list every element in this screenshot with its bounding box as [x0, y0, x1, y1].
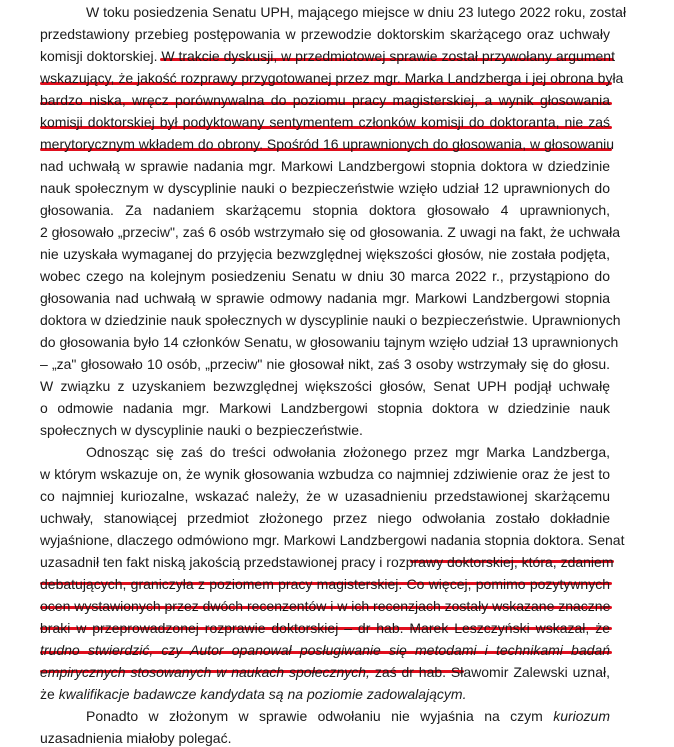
text-line	[40, 245, 610, 263]
body-text: wskazujący, że jakość rozprawy przygotowanej przez mgr. Marka Landzberga i jej obrona była	[40, 70, 624, 86]
body-text: do głosowania było 14 członków Senatu, w głosowaniu tajnym wzięło udział 13 uprawnionych	[40, 334, 619, 350]
body-text: uzasadnienia miałoby polegać.	[40, 730, 232, 746]
text-line	[86, 707, 610, 725]
body-text: uzasadnił ten fakt niską jakością przedstawionej pracy i rozprawy doktorskiej, która, zdaniem	[40, 554, 614, 570]
italic-quote-text: empirycznych stosowanych w naukach społecznych,	[40, 664, 370, 680]
text-line	[40, 641, 610, 659]
text-line	[40, 47, 615, 65]
text-line	[40, 113, 610, 131]
italic-quote-text: trudno stwierdzić, czy Autor opanował posługiwanie się metodami i technikami badań	[40, 642, 610, 658]
body-text: nie uzyskała wymaganej do przyjęcia bezwzględnej większości głosów, nie została podjęta,	[40, 246, 610, 262]
body-text: zaś dr hab. Sławomir Zalewski uznał,	[369, 664, 611, 680]
body-text: nad uchwałą w sprawie nadania mgr. Markowi Landzbergowi stopnia doktora w dziedzinie	[40, 158, 610, 174]
body-text: doktora w dziedzinie nauk społecznych w dyscyplinie nauki o bezpieczeństwie. Uprawnionych	[40, 312, 621, 328]
text-line	[40, 179, 610, 197]
text-line	[40, 553, 614, 571]
body-text: Odnosząc się zaś do treści odwołania złożonego przez mgr Marka Landzberga,	[86, 444, 610, 460]
body-text: ocen wystawionych przez dwóch recenzentów i w ich recenzjach zostały wskazane znaczne	[40, 598, 611, 614]
italic-quote-text: kwalifikacje badawcze kandydata są na poziomie zadowalającym.	[58, 686, 467, 702]
text-line	[40, 575, 610, 593]
body-text: w którym wskazuje on, że wynik głosowania wzbudza co najmniej zdziwienie oraz że jest to	[40, 466, 610, 482]
text-line	[40, 399, 610, 417]
text-line	[40, 597, 610, 615]
body-text: głosowania. Za nadaniem skarżącemu stopnia doktora głosowało 4 uprawnionych,	[40, 202, 610, 218]
text-line	[86, 3, 627, 21]
body-text: 2 głosowało „przeciw", zaś 6 osób wstrzymało się od głosowania. Z uwagi na fakt, że uchwała	[40, 224, 621, 240]
text-line	[40, 135, 615, 153]
text-line	[40, 531, 625, 549]
text-line	[40, 157, 610, 175]
body-text: uchwały, stanowiącej przedmiot złożonego przez niego odwołania zostało dokładnie	[40, 510, 610, 526]
body-text: W toku posiedzenia Senatu UPH, mającego miejsce w dniu 23 lutego 2022 roku, został	[86, 4, 627, 20]
body-text: – „za" głosowało 10 osób, „przeciw" nie głosował nikt, zaś 3 osoby wstrzymały się do głosu.	[40, 356, 610, 372]
body-text: o odmowie nadania mgr. Markowi Landzbergowi stopnia doktora w dziedzinie nauk	[40, 400, 610, 416]
text-line	[40, 685, 610, 703]
text-line	[40, 289, 610, 307]
text-line	[40, 25, 610, 43]
body-text: Ponadto w złożonym w sprawie odwołaniu nie wyjaśnia na czym	[86, 708, 554, 724]
body-text: wyjaśnione, dlaczego odmówiono mgr. Markowi Landzbergowi nadania stopnia doktora. Senat	[40, 532, 625, 548]
text-line	[40, 355, 610, 373]
text-line	[40, 663, 610, 681]
body-text: społecznych w dyscyplinie nauki o bezpieczeństwie.	[40, 422, 363, 438]
text-line	[40, 421, 610, 439]
italic-quote-text: kuriozum	[553, 708, 610, 724]
text-line	[40, 311, 621, 329]
text-line	[86, 443, 610, 461]
text-line	[40, 201, 610, 219]
body-text: wobec czego na kolejnym posiedzeniu Senatu w dniu 30 marca 2022 r., przystąpiono do	[40, 268, 610, 284]
body-text: komisji doktorskiej. W trakcie dyskusji, w przedmiotowej sprawie został przywołany argument	[40, 48, 615, 64]
text-line	[40, 223, 621, 241]
body-text: przedstawiony przebieg postępowania w przewodzie doktorskim skarżącego oraz uchwały	[40, 26, 610, 42]
text-line	[40, 333, 619, 351]
body-text: braki w przeprowadzonej rozprawie doktorskiej – dr hab. Marek Leszczyński wskazał, że	[40, 620, 610, 636]
body-text: głosowania nad uchwałą w sprawie odmowy nadania mgr. Markowi Landzbergowi stopnia	[40, 290, 610, 306]
body-text: co najmniej kuriozalne, wskazać należy, że w uzasadnieniu przedstawionej skarżącemu	[40, 488, 610, 504]
text-line	[40, 487, 610, 505]
body-text: debatujących, graniczyła z poziomem pracy magisterskiej. Co więcej, pomimo pozytywnych	[40, 576, 610, 592]
body-text: komisji doktorskiej był podyktowany sentymentem członków komisji do doktoranta, nie zaś	[40, 114, 610, 130]
text-line	[40, 377, 610, 395]
text-line	[40, 69, 624, 87]
text-line	[40, 509, 610, 527]
text-line	[40, 729, 610, 747]
body-text: merytorycznym wkładem do obrony. Spośród 16 uprawnionych do głosowania, w głosowaniu	[40, 136, 615, 152]
body-text: bardzo niska, wręcz porównywalna do poziomu pracy magisterskiej, a wynik głosowania	[40, 92, 610, 108]
text-line	[40, 267, 610, 285]
body-text: nauk społecznym w dyscyplinie nauki o bezpieczeństwie wzięło udział 12 uprawnionych do	[40, 180, 610, 196]
text-line	[40, 465, 610, 483]
text-line	[40, 619, 610, 637]
text-line	[40, 91, 610, 109]
body-text: że	[40, 686, 59, 702]
body-text: W związku z uzyskaniem bezwzględnej większości głosów, Senat UPH podjął uchwałę	[40, 378, 610, 394]
